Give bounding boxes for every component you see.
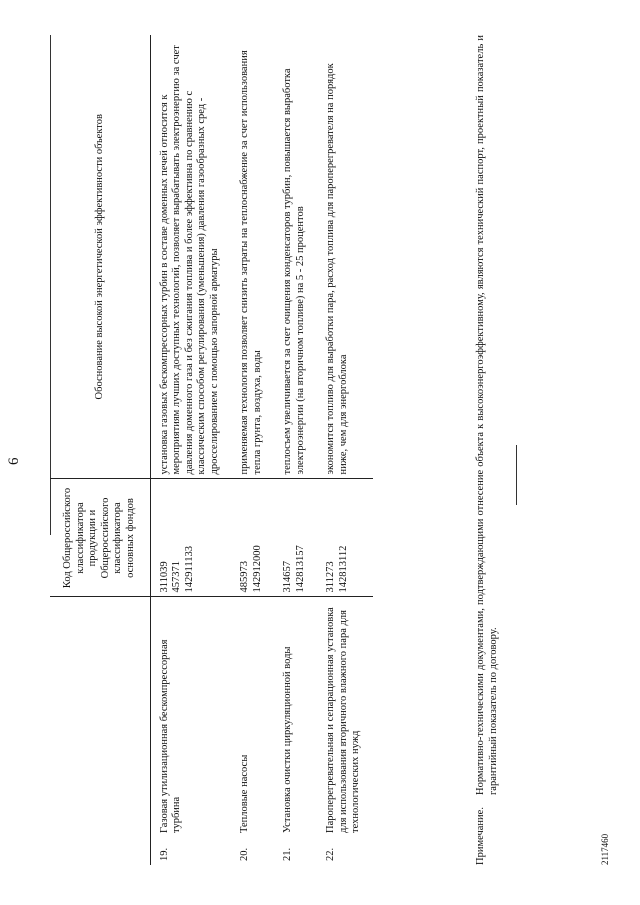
row-codes — [317, 479, 373, 597]
row-number: 21. — [282, 847, 293, 861]
row-justification: применяемая технология позволяет снизить затраты на теплоснабжение за счет использования тепла грунта, воздуха, воды — [231, 35, 274, 479]
classifier-code: 485973 — [239, 561, 250, 593]
row-justification: теплосъем увеличивается за счет очищения конденсаторов турбин, повышается выработка электроэнергии (на вторичном топливе) на 5 - 25 процентов — [274, 35, 317, 479]
classifier-code: 457371 — [171, 561, 182, 593]
row-justification: установка газовых бескомпрессорных турбин в составе доменных печей относится к мероприятиям лучших доступных технологий, позволяет вырабатывать электроэнергию за счет давления доменного газа и без сжигания топлива и более эффективна по сравнению с классическим способом регулирования (уменьшения) давления газообразных сред - дросселированием с помощью запорной арматуры — [150, 35, 231, 479]
row-codes — [150, 479, 231, 597]
note-label: Примечание. — [475, 807, 486, 865]
header-code: Код Общероссийского классификатора продукции и Общероссийского классификатора основных фондов — [50, 479, 150, 597]
row-justification: экономится топливо для выработки пара, расход топлива для пароперегревателя на порядок ниже, чем для энергоблока — [317, 35, 373, 479]
classifier-code: 314657 — [282, 561, 293, 593]
row-codes — [274, 479, 317, 597]
row-number: 22. — [325, 847, 336, 861]
row-number: 19. — [158, 847, 170, 861]
classifier-code: 311039 — [158, 561, 170, 593]
empty-header-cell — [50, 597, 150, 865]
doc-id: 2117460 — [600, 833, 610, 865]
classifier-code: 311273 — [325, 561, 336, 593]
row-name: Тепловые насосы — [239, 754, 250, 833]
table-row — [150, 35, 231, 865]
note-text: Нормативно-техническими документами, подтверждающими отнесение объекта к высокоэнергоэффективному, являются технический паспорт, проектный показатель и гарантийный показатель по договору. — [475, 35, 499, 795]
row-name: Газовая утилизационная бескомпрессорная турбина — [158, 639, 182, 833]
row-codes — [231, 479, 274, 597]
classifier-code: 142911133 — [183, 546, 195, 593]
table-row — [231, 35, 274, 865]
classifier-code: 142813157 — [294, 545, 306, 593]
table-row — [274, 35, 317, 865]
classifier-code: 142912000 — [251, 545, 263, 593]
header-justification: Обоснование высокой энергетической эффективности объектов — [50, 35, 150, 479]
row-name: Пароперегревательная и сепарационная установка для использования вторичного влажного пара для технологических нужд — [325, 607, 361, 833]
table-row — [317, 35, 373, 865]
row-name: Установка очистки циркуляционной воды — [282, 646, 293, 833]
classifier-code: 142813112 — [337, 545, 349, 593]
technology-table — [50, 35, 373, 865]
row-number: 20. — [239, 847, 250, 861]
note — [475, 35, 500, 865]
page-number: 6 — [6, 457, 22, 465]
closing-rule — [516, 445, 517, 505]
